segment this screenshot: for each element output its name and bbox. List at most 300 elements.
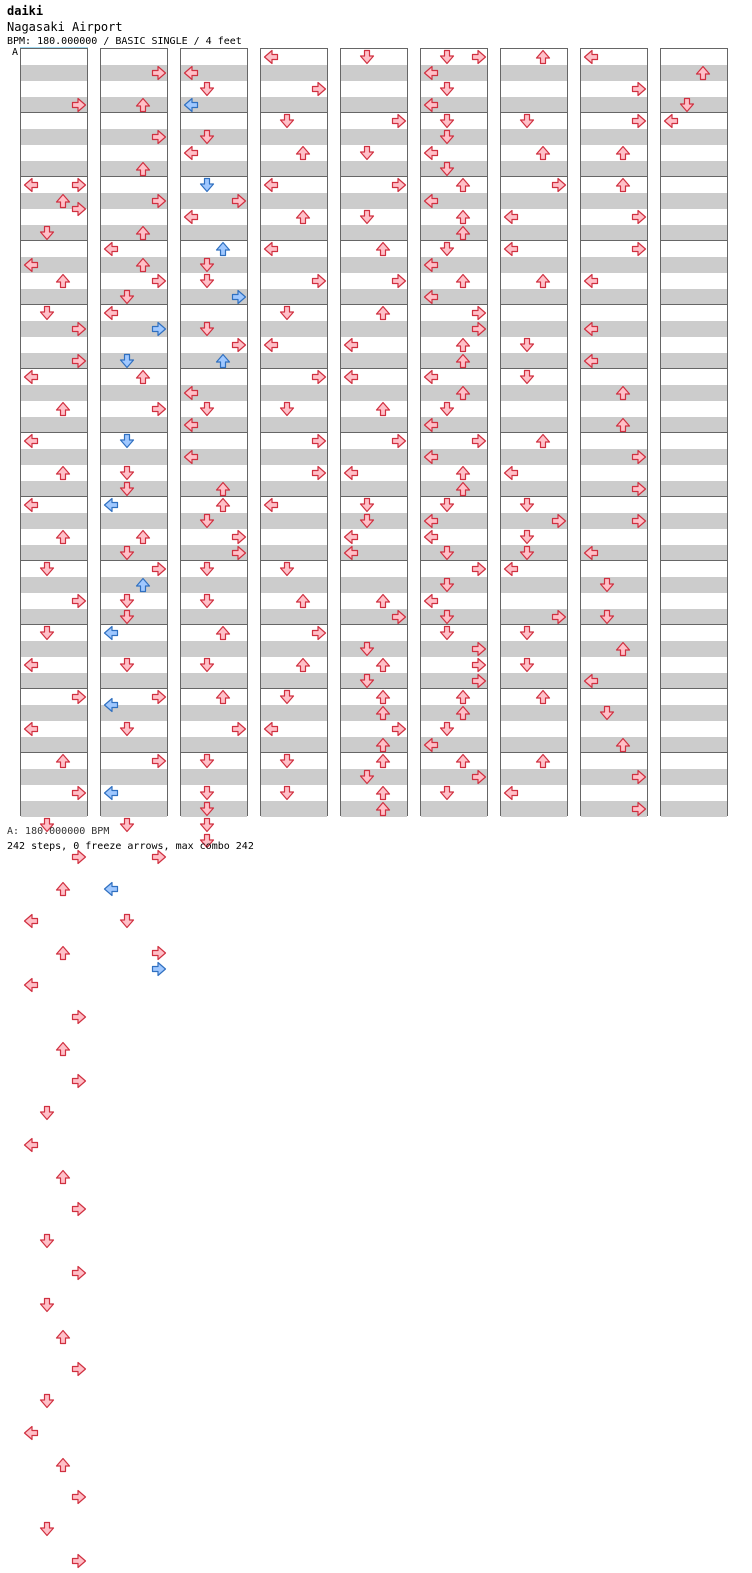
beat-band bbox=[21, 609, 87, 625]
beat-band bbox=[101, 641, 167, 657]
beat-band bbox=[21, 449, 87, 465]
right-arrow-icon bbox=[391, 177, 407, 193]
beat-band bbox=[261, 673, 327, 689]
right-arrow-icon bbox=[231, 529, 247, 545]
blue-right-arrow-icon bbox=[231, 289, 247, 305]
beat-band bbox=[661, 193, 727, 209]
down-arrow-icon bbox=[439, 161, 455, 177]
down-arrow-icon bbox=[199, 81, 215, 97]
beat-band bbox=[21, 129, 87, 145]
down-arrow-icon bbox=[359, 497, 375, 513]
up-arrow-icon bbox=[55, 273, 71, 289]
beat-band bbox=[341, 385, 407, 401]
right-arrow-icon bbox=[311, 433, 327, 449]
right-arrow-icon bbox=[391, 609, 407, 625]
measure-line bbox=[181, 368, 247, 369]
beat-band bbox=[661, 353, 727, 369]
left-arrow-icon bbox=[183, 385, 199, 401]
up-arrow-icon bbox=[455, 753, 471, 769]
down-arrow-icon bbox=[359, 641, 375, 657]
right-arrow-icon bbox=[151, 65, 167, 81]
up-arrow-icon bbox=[615, 177, 631, 193]
up-arrow-icon bbox=[55, 1169, 71, 1185]
up-arrow-icon bbox=[615, 385, 631, 401]
beat-band bbox=[341, 481, 407, 497]
beat-band bbox=[421, 385, 487, 401]
left-arrow-icon bbox=[423, 193, 439, 209]
up-arrow-icon bbox=[375, 305, 391, 321]
down-arrow-icon bbox=[199, 801, 215, 817]
down-arrow-icon bbox=[199, 321, 215, 337]
down-arrow-icon bbox=[279, 561, 295, 577]
bpm-summary: A: 180.000000 BPM bbox=[7, 826, 110, 837]
down-arrow-icon bbox=[199, 129, 215, 145]
column-9 bbox=[660, 48, 728, 816]
up-arrow-icon bbox=[135, 97, 151, 113]
down-arrow-icon bbox=[39, 225, 55, 241]
blue-down-arrow-icon bbox=[119, 433, 135, 449]
down-arrow-icon bbox=[519, 337, 535, 353]
beat-band bbox=[341, 417, 407, 433]
beat-band bbox=[101, 161, 167, 177]
measure-line bbox=[661, 432, 727, 433]
left-arrow-icon bbox=[343, 337, 359, 353]
up-arrow-icon bbox=[375, 401, 391, 417]
left-arrow-icon bbox=[583, 673, 599, 689]
left-arrow-icon bbox=[423, 593, 439, 609]
up-arrow-icon bbox=[55, 1457, 71, 1473]
beat-band bbox=[261, 545, 327, 561]
up-arrow-icon bbox=[375, 785, 391, 801]
up-arrow-icon bbox=[535, 145, 551, 161]
right-arrow-icon bbox=[631, 449, 647, 465]
left-arrow-icon bbox=[423, 417, 439, 433]
down-arrow-icon bbox=[199, 785, 215, 801]
right-arrow-icon bbox=[71, 201, 87, 217]
beat-band bbox=[661, 481, 727, 497]
column-8 bbox=[580, 48, 648, 816]
down-arrow-icon bbox=[279, 305, 295, 321]
up-arrow-icon bbox=[55, 1329, 71, 1345]
right-arrow-icon bbox=[311, 81, 327, 97]
right-arrow-icon bbox=[231, 721, 247, 737]
left-arrow-icon bbox=[503, 209, 519, 225]
beat-band bbox=[101, 385, 167, 401]
beat-band bbox=[661, 385, 727, 401]
left-arrow-icon bbox=[103, 241, 119, 257]
beat-band bbox=[341, 289, 407, 305]
measure-line bbox=[501, 432, 567, 433]
left-arrow-icon bbox=[103, 305, 119, 321]
down-arrow-icon bbox=[279, 113, 295, 129]
down-arrow-icon bbox=[439, 81, 455, 97]
left-arrow-icon bbox=[423, 257, 439, 273]
beat-band bbox=[21, 513, 87, 529]
beat-band bbox=[21, 641, 87, 657]
beat-band bbox=[101, 513, 167, 529]
beat-band bbox=[261, 97, 327, 113]
beat-band bbox=[101, 257, 167, 273]
beat-band bbox=[21, 385, 87, 401]
beat-band bbox=[21, 481, 87, 497]
down-arrow-icon bbox=[199, 817, 215, 833]
right-arrow-icon bbox=[631, 113, 647, 129]
up-arrow-icon bbox=[55, 193, 71, 209]
beat-band bbox=[661, 737, 727, 753]
left-arrow-icon bbox=[423, 513, 439, 529]
up-arrow-icon bbox=[455, 465, 471, 481]
up-arrow-icon bbox=[295, 657, 311, 673]
down-arrow-icon bbox=[119, 465, 135, 481]
blue-left-arrow-icon bbox=[103, 785, 119, 801]
beat-band bbox=[261, 449, 327, 465]
down-arrow-icon bbox=[359, 145, 375, 161]
beat-band bbox=[21, 65, 87, 81]
right-arrow-icon bbox=[71, 1009, 87, 1025]
beat-band bbox=[661, 609, 727, 625]
beat-band bbox=[661, 641, 727, 657]
beat-band bbox=[341, 737, 407, 753]
beat-band bbox=[501, 193, 567, 209]
beat-band bbox=[421, 225, 487, 241]
left-arrow-icon bbox=[23, 977, 39, 993]
left-arrow-icon bbox=[423, 369, 439, 385]
beat-band bbox=[181, 481, 247, 497]
blue-left-arrow-icon bbox=[103, 697, 119, 713]
beat-band bbox=[501, 673, 567, 689]
up-arrow-icon bbox=[135, 161, 151, 177]
left-arrow-icon bbox=[183, 449, 199, 465]
beat-band bbox=[341, 577, 407, 593]
left-arrow-icon bbox=[423, 97, 439, 113]
beat-band bbox=[341, 97, 407, 113]
beat-band bbox=[261, 161, 327, 177]
beat-band bbox=[261, 609, 327, 625]
right-arrow-icon bbox=[151, 273, 167, 289]
right-arrow-icon bbox=[71, 97, 87, 113]
up-arrow-icon bbox=[55, 1041, 71, 1057]
left-arrow-icon bbox=[343, 545, 359, 561]
measure-line bbox=[341, 304, 407, 305]
beat-band bbox=[261, 225, 327, 241]
down-arrow-icon bbox=[119, 481, 135, 497]
blue-down-arrow-icon bbox=[119, 353, 135, 369]
beat-band bbox=[261, 641, 327, 657]
right-arrow-icon bbox=[471, 641, 487, 657]
down-arrow-icon bbox=[39, 1393, 55, 1409]
left-arrow-icon bbox=[263, 49, 279, 65]
column-6 bbox=[420, 48, 488, 816]
blue-left-arrow-icon bbox=[183, 97, 199, 113]
up-arrow-icon bbox=[455, 689, 471, 705]
beat-band bbox=[181, 673, 247, 689]
down-arrow-icon bbox=[359, 209, 375, 225]
beat-band bbox=[661, 257, 727, 273]
song-title: Nagasaki Airport bbox=[7, 20, 123, 34]
right-arrow-icon bbox=[71, 177, 87, 193]
beat-band bbox=[101, 449, 167, 465]
down-arrow-icon bbox=[279, 785, 295, 801]
down-arrow-icon bbox=[39, 1521, 55, 1537]
beat-band bbox=[181, 161, 247, 177]
down-arrow-icon bbox=[199, 657, 215, 673]
right-arrow-icon bbox=[471, 769, 487, 785]
down-arrow-icon bbox=[519, 497, 535, 513]
right-arrow-icon bbox=[391, 113, 407, 129]
up-arrow-icon bbox=[455, 353, 471, 369]
beat-band bbox=[581, 225, 647, 241]
beat-band bbox=[661, 801, 727, 817]
measure-line bbox=[661, 752, 727, 753]
down-arrow-icon bbox=[279, 753, 295, 769]
up-arrow-icon bbox=[215, 689, 231, 705]
down-arrow-icon bbox=[39, 1233, 55, 1249]
left-arrow-icon bbox=[503, 785, 519, 801]
right-arrow-icon bbox=[71, 1361, 87, 1377]
down-arrow-icon bbox=[199, 273, 215, 289]
beat-band bbox=[661, 577, 727, 593]
beat-band bbox=[661, 449, 727, 465]
blue-right-arrow-icon bbox=[151, 321, 167, 337]
beat-band bbox=[341, 65, 407, 81]
step-stats: 242 steps, 0 freeze arrows, max combo 242 bbox=[7, 841, 254, 852]
down-arrow-icon bbox=[439, 721, 455, 737]
beat-band bbox=[501, 417, 567, 433]
right-arrow-icon bbox=[71, 689, 87, 705]
beat-band bbox=[661, 65, 727, 81]
beat-band bbox=[181, 641, 247, 657]
up-arrow-icon bbox=[375, 657, 391, 673]
right-arrow-icon bbox=[471, 433, 487, 449]
right-arrow-icon bbox=[391, 273, 407, 289]
up-arrow-icon bbox=[375, 705, 391, 721]
right-arrow-icon bbox=[71, 1553, 87, 1569]
right-arrow-icon bbox=[391, 721, 407, 737]
beat-band bbox=[101, 577, 167, 593]
beat-band bbox=[661, 769, 727, 785]
beat-band bbox=[501, 97, 567, 113]
left-arrow-icon bbox=[23, 1137, 39, 1153]
right-arrow-icon bbox=[631, 241, 647, 257]
measure-line bbox=[101, 176, 167, 177]
measure-line bbox=[501, 752, 567, 753]
down-arrow-icon bbox=[119, 657, 135, 673]
up-arrow-icon bbox=[375, 801, 391, 817]
up-arrow-icon bbox=[375, 241, 391, 257]
beat-band bbox=[501, 641, 567, 657]
beat-band bbox=[21, 417, 87, 433]
down-arrow-icon bbox=[119, 721, 135, 737]
beat-band bbox=[181, 705, 247, 721]
beat-band bbox=[661, 705, 727, 721]
left-arrow-icon bbox=[183, 417, 199, 433]
beat-band bbox=[581, 641, 647, 657]
left-arrow-icon bbox=[423, 145, 439, 161]
down-arrow-icon bbox=[439, 609, 455, 625]
up-arrow-icon bbox=[455, 705, 471, 721]
beat-band bbox=[101, 225, 167, 241]
beat-band bbox=[501, 65, 567, 81]
beat-band bbox=[181, 225, 247, 241]
right-arrow-icon bbox=[231, 193, 247, 209]
measure-line bbox=[501, 688, 567, 689]
up-arrow-icon bbox=[375, 753, 391, 769]
down-arrow-icon bbox=[119, 609, 135, 625]
down-arrow-icon bbox=[279, 401, 295, 417]
beat-band bbox=[261, 769, 327, 785]
left-arrow-icon bbox=[23, 257, 39, 273]
beat-band bbox=[501, 129, 567, 145]
up-arrow-icon bbox=[375, 593, 391, 609]
left-arrow-icon bbox=[263, 497, 279, 513]
down-arrow-icon bbox=[199, 753, 215, 769]
beat-band bbox=[261, 65, 327, 81]
beat-band bbox=[261, 257, 327, 273]
up-arrow-icon bbox=[55, 753, 71, 769]
left-arrow-icon bbox=[583, 49, 599, 65]
beat-band bbox=[341, 353, 407, 369]
down-arrow-icon bbox=[439, 497, 455, 513]
measure-line bbox=[181, 240, 247, 241]
beat-band bbox=[501, 321, 567, 337]
left-arrow-icon bbox=[583, 273, 599, 289]
beat-band bbox=[341, 257, 407, 273]
down-arrow-icon bbox=[439, 113, 455, 129]
left-arrow-icon bbox=[263, 721, 279, 737]
beat-band bbox=[421, 481, 487, 497]
beat-band bbox=[261, 321, 327, 337]
beat-band bbox=[181, 737, 247, 753]
beat-band bbox=[661, 513, 727, 529]
up-arrow-icon bbox=[375, 737, 391, 753]
right-arrow-icon bbox=[71, 353, 87, 369]
down-arrow-icon bbox=[439, 49, 455, 65]
left-arrow-icon bbox=[503, 465, 519, 481]
left-arrow-icon bbox=[663, 113, 679, 129]
right-arrow-icon bbox=[631, 513, 647, 529]
measure-line bbox=[501, 304, 567, 305]
beat-band bbox=[101, 417, 167, 433]
left-arrow-icon bbox=[183, 65, 199, 81]
beat-band bbox=[661, 417, 727, 433]
author-name: daiki bbox=[7, 4, 44, 18]
down-arrow-icon bbox=[39, 1105, 55, 1121]
beat-band bbox=[261, 385, 327, 401]
measure-line bbox=[661, 624, 727, 625]
beat-band bbox=[581, 161, 647, 177]
beat-band bbox=[21, 161, 87, 177]
down-arrow-icon bbox=[39, 561, 55, 577]
right-arrow-icon bbox=[551, 513, 567, 529]
left-arrow-icon bbox=[183, 209, 199, 225]
beat-band bbox=[661, 225, 727, 241]
right-arrow-icon bbox=[71, 1489, 87, 1505]
beat-band bbox=[501, 289, 567, 305]
beat-band bbox=[341, 161, 407, 177]
beat-band bbox=[21, 705, 87, 721]
chart-meta: BPM: 180.000000 / BASIC SINGLE / 4 feet bbox=[7, 36, 242, 47]
down-arrow-icon bbox=[39, 625, 55, 641]
blue-down-arrow-icon bbox=[199, 177, 215, 193]
beat-band bbox=[501, 257, 567, 273]
down-arrow-icon bbox=[359, 769, 375, 785]
right-arrow-icon bbox=[71, 1265, 87, 1281]
column-4 bbox=[260, 48, 328, 816]
down-arrow-icon bbox=[119, 545, 135, 561]
beat-band bbox=[421, 801, 487, 817]
up-arrow-icon bbox=[55, 401, 71, 417]
down-arrow-icon bbox=[519, 529, 535, 545]
right-arrow-icon bbox=[631, 481, 647, 497]
down-arrow-icon bbox=[519, 369, 535, 385]
beat-band bbox=[21, 737, 87, 753]
measure-line bbox=[21, 752, 87, 753]
beat-band bbox=[261, 705, 327, 721]
column-1 bbox=[20, 48, 88, 816]
up-arrow-icon bbox=[55, 881, 71, 897]
measure-line bbox=[581, 432, 647, 433]
beat-band bbox=[181, 609, 247, 625]
beat-band bbox=[501, 769, 567, 785]
up-arrow-icon bbox=[695, 65, 711, 81]
measure-line bbox=[661, 176, 727, 177]
up-arrow-icon bbox=[55, 465, 71, 481]
beat-band bbox=[101, 97, 167, 113]
beat-band bbox=[341, 449, 407, 465]
measure-line bbox=[181, 688, 247, 689]
beat-band bbox=[581, 129, 647, 145]
bpm-marker: A bbox=[12, 47, 19, 58]
up-arrow-icon bbox=[135, 369, 151, 385]
blue-up-arrow-icon bbox=[135, 577, 151, 593]
right-arrow-icon bbox=[631, 209, 647, 225]
measure-line bbox=[101, 112, 167, 113]
measure-line bbox=[661, 304, 727, 305]
beat-band bbox=[581, 257, 647, 273]
measure-line bbox=[581, 752, 647, 753]
down-arrow-icon bbox=[439, 129, 455, 145]
beat-band bbox=[21, 289, 87, 305]
left-arrow-icon bbox=[23, 657, 39, 673]
left-arrow-icon bbox=[23, 1425, 39, 1441]
left-arrow-icon bbox=[23, 369, 39, 385]
beat-band bbox=[581, 289, 647, 305]
right-arrow-icon bbox=[151, 753, 167, 769]
beat-band bbox=[341, 705, 407, 721]
beat-band bbox=[261, 289, 327, 305]
right-arrow-icon bbox=[471, 657, 487, 673]
down-arrow-icon bbox=[599, 577, 615, 593]
down-arrow-icon bbox=[199, 257, 215, 273]
beat-band bbox=[341, 801, 407, 817]
right-arrow-icon bbox=[71, 1201, 87, 1217]
up-arrow-icon bbox=[455, 481, 471, 497]
down-arrow-icon bbox=[519, 545, 535, 561]
down-arrow-icon bbox=[359, 49, 375, 65]
up-arrow-icon bbox=[375, 689, 391, 705]
beat-band bbox=[261, 577, 327, 593]
beat-band bbox=[21, 801, 87, 817]
down-arrow-icon bbox=[199, 513, 215, 529]
beat-band bbox=[501, 449, 567, 465]
right-arrow-icon bbox=[311, 369, 327, 385]
down-arrow-icon bbox=[519, 625, 535, 641]
beat-band bbox=[501, 801, 567, 817]
down-arrow-icon bbox=[439, 241, 455, 257]
beat-band bbox=[501, 225, 567, 241]
up-arrow-icon bbox=[615, 417, 631, 433]
down-arrow-icon bbox=[119, 817, 135, 833]
